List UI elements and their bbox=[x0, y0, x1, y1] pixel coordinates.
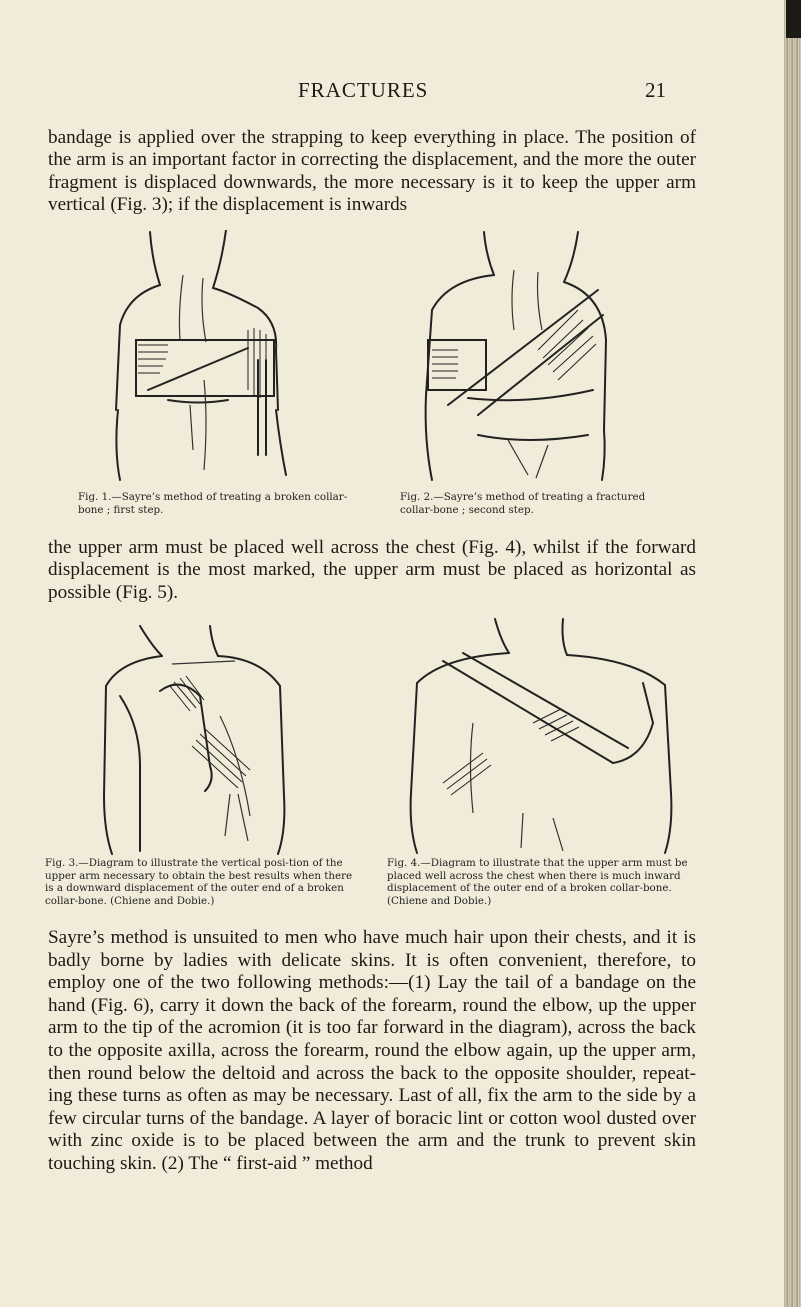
figure-1-caption: Fig. 1.—Sayre’s method of treating a broken collar-bone ; first step. bbox=[78, 491, 348, 516]
paragraph-3: Sayre’s method is unsuited to men who have much hair upon their chests, and it is badly borne by ladies with delicate skins. It is often convenient, therefore, to employ one of the two following methods:—(1) Lay the tail of a bandage on the hand (Fig. 6), carry it down the back of the forearm, round the elbow, up the upper arm to the tip of the acromion (it is too far forward in the diagram), across the back to the opposite axilla, across the forearm, round the elbow again, up the upper arm, then round below the deltoid and across the back to the opposite shoulder, repeat-ing these turns as often as may be necessary. Last of all, fix the arm to the side by a few circular turns of the bandage. A layer of boracic lint or cotton wool dusted over with zinc oxide is to be placed between the arm and the trunk to prevent skin touching skin. (2) The “ first-aid ” method bbox=[48, 927, 696, 1174]
page-edge bbox=[784, 0, 801, 1307]
paragraph-1: bandage is applied over the strapping to keep everything in place. The position of the arm is an important factor in correcting the displacement, and the more the outer fragment is displaced downwards, the more necessary is it to keep the upper arm vertical (Fig. 3); if the displacement is inwards bbox=[48, 127, 696, 215]
figure-2-caption: Fig. 2.—Sayre’s method of treating a fractured collar-bone ; second step. bbox=[400, 491, 646, 516]
figure-2-illustration bbox=[418, 230, 618, 485]
paragraph-2: the upper arm must be placed well across the chest (Fig. 4), whilst if the forward displacement is the most marked, the upper arm must be placed as horizontal as possible (Fig. 5). bbox=[48, 537, 696, 603]
page-corner bbox=[786, 0, 801, 38]
running-head: FRACTURES bbox=[298, 78, 429, 102]
page-number: 21 bbox=[645, 78, 666, 102]
page-header bbox=[0, 78, 700, 110]
figure-3-caption: Fig. 3.—Diagram to illustrate the vertical posi-tion of the upper arm necessary to obtain the best results when there is a downward displacement of the outer end of a broken collar-bone. (Chiene and Dobie.) bbox=[45, 857, 353, 907]
figure-4-illustration bbox=[403, 613, 683, 855]
figure-4-caption: Fig. 4.—Diagram to illustrate that the upper arm must be placed well across the chest when there is much inward displacement of the outer end of a broken collar-bone. (Chiene and Dobie.) bbox=[387, 857, 688, 907]
figure-1-illustration bbox=[108, 230, 308, 485]
figure-3-illustration bbox=[100, 616, 290, 856]
